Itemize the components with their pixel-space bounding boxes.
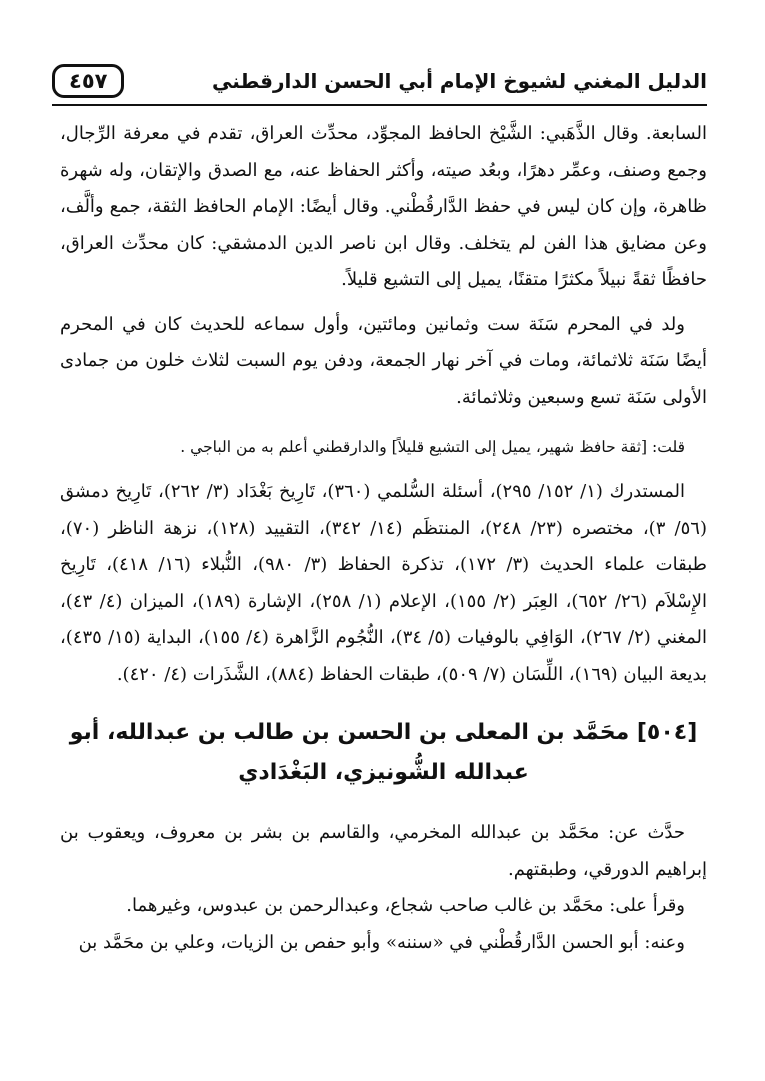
header-divider [52, 104, 707, 106]
recitation-paragraph: وقرأ على: محَمَّد بن غالب صاحب شجاع، وعبدالرحمن بن عبدوس، وغيرهما. [126, 895, 685, 916]
students-paragraph: وعنه: أبو الحسن الدَّارقُطْني في «سننه» وأبو حفص بن الزيات، وعلي بن محَمَّد بن [78, 931, 685, 953]
running-header [52, 62, 707, 100]
entry-heading-line-2: عبدالله الشُّونيزي، البَغْدَادي [238, 760, 529, 785]
sources-paragraph: المستدرك (١/ ١٥٢/ ٢٩٥)، أسئلة السُّلمي (٣٦٠)، تَارِيخ بَغْدَاد (٣/ ٢٦٢)، تَارِيخ دمشق (٥٦/ ٣)، مختصره (٢٣/ ٢٤٨)، المنتظَم (١٤/ ٣٤٢)، التقييد (١٢٨)، نزهة الناظر (٧٠)، طبقات علماء الحديث (٣/ ١٧٢)، تذكرة الحفاظ (٣/ ٩٨٠)، النُّبلاء (١٦/ ٤١٨)، تَارِيخ الإِسْلاَم (٢٦/ ٦٥٢)، العِبَر (٢/ ١٥٥)، الإعلام (١/ ٢٥٨)، الإشارة (١٨٩)، الميزان (٤/ ٤٣)، المغني (٢/ ٢٦٧)، الوَافِي بالوفيات (٥/ ٣٤)، النُّجُوم الزَّاهرة (٤/ ١٥٥)، البداية (١٥/ ٤٣٥)، بديعة البيان (١٦٩)، اللِّسَان (٧/ ٥٠٩)، طبقات الحفاظ (٨٨٤)، الشَّذَرات (٤/ ٤٢٠). [60, 481, 708, 685]
page-body [60, 116, 707, 961]
page-number: ٤٥٧ [52, 64, 124, 98]
author-note: قلت: [ثقة حافظ شهير، يميل إلى التشيع قليلاً] والدارقطني أعلم به من الباجي . [180, 438, 685, 456]
biography-paragraph: السابعة. وقال الذَّهَبي: الشَّيْخ الحافظ المجوِّد، محدِّث العراق، تقدم في معرفة الرِّجال، وجمع وصنف، وعمِّر دهرًا، وبعُد صيته، وأكثر الحفاظ عنه، مع الصدق والإتقان، وله شهرة ظاهرة، وإن كان ليس في حفظ الدَّارقُطْني. وقال أيضًا: الإمام الحافظ الثقة، جمع وألَّف، وعن مضايق هذا الفن لم يتخلف. وقال ابن ناصر الدين الدمشقي: كان محدِّث العراق، حافظًا ثقةً نبيلاً مكثرًا متقنًا، يميل إلى التشيع قليلاً. [60, 123, 708, 290]
book-title: الدليل المغني لشيوخ الإمام أبي الحسن الدارقطني [212, 69, 707, 93]
teachers-paragraph: حدَّث عن: محَمَّد بن عبدالله المخرمي، والقاسم بن بشر بن معروف، ويعقوب بن إبراهيم الدورقي، وطبقتهم. [60, 822, 707, 880]
entry-heading [60, 713, 707, 793]
entry-heading-line-1: [٥٠٤] محَمَّد بن المعلى بن الحسن بن طالب بن عبدالله، أبو [69, 720, 698, 745]
birth-death-paragraph: ولد في المحرم سَنَة ست وثمانين ومائتين، وأول سماعه للحديث كان في المحرم أيضًا سَنَة ثلاثمائة، ومات في آخر نهار الجمعة، ودفن يوم السبت لثلاث خلون من جمادى الأولى سَنَة تسع وسبعين وثلاثمائة. [60, 313, 707, 408]
